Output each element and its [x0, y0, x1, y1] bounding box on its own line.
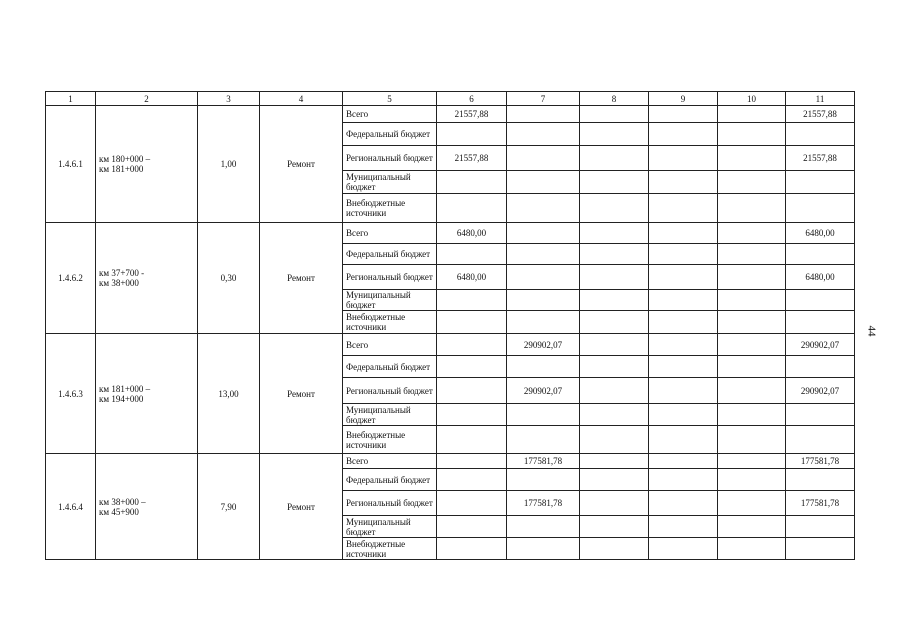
amount-cell: [580, 491, 649, 516]
amount-cell: [786, 469, 855, 491]
amount-cell: [507, 106, 580, 123]
amount-cell: [507, 426, 580, 454]
amount-cell: [718, 334, 786, 356]
amount-cell: [580, 146, 649, 171]
amount-cell: [786, 356, 855, 378]
amount-cell: [718, 171, 786, 194]
amount-cell: [437, 404, 507, 426]
amount-cell: [649, 356, 718, 378]
amount-cell: [786, 426, 855, 454]
funding-source: Федеральный бюджет: [343, 123, 437, 146]
column-header: 1: [46, 92, 96, 106]
road-section: км 180+000 – км 181+000: [96, 106, 198, 223]
item-number: 1.4.6.2: [46, 223, 96, 334]
amount-cell: [507, 311, 580, 334]
column-header: 6: [437, 92, 507, 106]
amount-cell: [580, 404, 649, 426]
page-number: 44: [865, 325, 878, 337]
amount-cell: [718, 194, 786, 223]
funding-source: Федеральный бюджет: [343, 244, 437, 265]
amount-cell: [718, 311, 786, 334]
column-header: 8: [580, 92, 649, 106]
amount-cell: [580, 265, 649, 290]
column-header: 2: [96, 92, 198, 106]
amount-cell: [649, 334, 718, 356]
funding-source: Муниципальный бюджет: [343, 171, 437, 194]
amount-cell: 21557,88: [786, 146, 855, 171]
amount-cell: [786, 311, 855, 334]
amount-cell: 290902,07: [786, 378, 855, 404]
amount-cell: [507, 146, 580, 171]
amount-cell: 21557,88: [786, 106, 855, 123]
item-number: 1.4.6.4: [46, 454, 96, 560]
amount-cell: [507, 516, 580, 538]
amount-cell: [649, 404, 718, 426]
funding-source: Всего: [343, 106, 437, 123]
section-length: 1,00: [198, 106, 260, 223]
amount-cell: [649, 378, 718, 404]
amount-cell: [786, 404, 855, 426]
funding-source: Региональный бюджет: [343, 491, 437, 516]
amount-cell: [437, 426, 507, 454]
column-header: 11: [786, 92, 855, 106]
funding-source: Муниципальный бюджет: [343, 516, 437, 538]
amount-cell: 21557,88: [437, 146, 507, 171]
work-type: Ремонт: [260, 334, 343, 454]
amount-cell: [437, 123, 507, 146]
amount-cell: 290902,07: [507, 378, 580, 404]
amount-cell: [437, 469, 507, 491]
amount-cell: 177581,78: [507, 454, 580, 469]
amount-cell: [718, 244, 786, 265]
amount-cell: [649, 516, 718, 538]
work-type: Ремонт: [260, 454, 343, 560]
amount-cell: [437, 290, 507, 311]
amount-cell: [649, 194, 718, 223]
funding-source: Всего: [343, 223, 437, 244]
amount-cell: [649, 538, 718, 560]
amount-cell: [718, 290, 786, 311]
work-type: Ремонт: [260, 106, 343, 223]
funding-source: Муниципальный бюджет: [343, 290, 437, 311]
amount-cell: [718, 146, 786, 171]
column-header: 5: [343, 92, 437, 106]
amount-cell: [580, 334, 649, 356]
amount-cell: [718, 356, 786, 378]
amount-cell: [580, 516, 649, 538]
amount-cell: [580, 290, 649, 311]
column-header: 10: [718, 92, 786, 106]
amount-cell: [718, 454, 786, 469]
amount-cell: [649, 265, 718, 290]
section-length: 7,90: [198, 454, 260, 560]
amount-cell: [507, 244, 580, 265]
amount-cell: [507, 469, 580, 491]
amount-cell: [786, 538, 855, 560]
amount-cell: 290902,07: [507, 334, 580, 356]
amount-cell: [649, 491, 718, 516]
table-row: [46, 106, 855, 123]
amount-cell: [507, 356, 580, 378]
amount-cell: [649, 454, 718, 469]
amount-cell: [649, 469, 718, 491]
funding-source: Региональный бюджет: [343, 265, 437, 290]
amount-cell: 177581,78: [507, 491, 580, 516]
amount-cell: 6480,00: [437, 265, 507, 290]
amount-cell: [580, 469, 649, 491]
amount-cell: [580, 123, 649, 146]
column-header: 7: [507, 92, 580, 106]
funding-source: Региональный бюджет: [343, 146, 437, 171]
amount-cell: [649, 311, 718, 334]
funding-source: Внебюджетные источники: [343, 194, 437, 223]
amount-cell: [437, 454, 507, 469]
amount-cell: [507, 538, 580, 560]
amount-cell: [718, 516, 786, 538]
amount-cell: [649, 106, 718, 123]
funding-source: Всего: [343, 454, 437, 469]
amount-cell: [580, 106, 649, 123]
table-row: [46, 334, 855, 356]
item-number: 1.4.6.1: [46, 106, 96, 223]
funding-source: Федеральный бюджет: [343, 469, 437, 491]
amount-cell: [580, 454, 649, 469]
amount-cell: [580, 171, 649, 194]
amount-cell: [437, 311, 507, 334]
amount-cell: 6480,00: [437, 223, 507, 244]
amount-cell: [437, 356, 507, 378]
amount-cell: [437, 244, 507, 265]
amount-cell: 177581,78: [786, 491, 855, 516]
funding-source: Всего: [343, 334, 437, 356]
funding-source: Региональный бюджет: [343, 378, 437, 404]
amount-cell: [718, 123, 786, 146]
column-number-row: [46, 92, 855, 106]
amount-cell: [786, 194, 855, 223]
amount-cell: [580, 356, 649, 378]
funding-source: Федеральный бюджет: [343, 356, 437, 378]
column-header: 3: [198, 92, 260, 106]
amount-cell: 6480,00: [786, 265, 855, 290]
amount-cell: [507, 404, 580, 426]
amount-cell: [786, 244, 855, 265]
funding-source: Внебюджетные источники: [343, 538, 437, 560]
amount-cell: [718, 265, 786, 290]
amount-cell: [437, 171, 507, 194]
amount-cell: [437, 538, 507, 560]
work-type: Ремонт: [260, 223, 343, 334]
amount-cell: [437, 194, 507, 223]
amount-cell: [580, 538, 649, 560]
road-section: км 37+700 - км 38+000: [96, 223, 198, 334]
amount-cell: [437, 378, 507, 404]
amount-cell: [649, 123, 718, 146]
amount-cell: 290902,07: [786, 334, 855, 356]
funding-source: Муниципальный бюджет: [343, 404, 437, 426]
amount-cell: [437, 334, 507, 356]
funding-source: Внебюджетные источники: [343, 426, 437, 454]
amount-cell: 21557,88: [437, 106, 507, 123]
funding-source: Внебюджетные источники: [343, 311, 437, 334]
road-section: км 181+000 – км 194+000: [96, 334, 198, 454]
budget-table: [45, 91, 855, 560]
amount-cell: [718, 378, 786, 404]
column-header: 4: [260, 92, 343, 106]
amount-cell: [507, 123, 580, 146]
amount-cell: [507, 290, 580, 311]
amount-cell: [718, 404, 786, 426]
column-header: 9: [649, 92, 718, 106]
road-section: км 38+000 – км 45+900: [96, 454, 198, 560]
amount-cell: [786, 123, 855, 146]
amount-cell: [580, 426, 649, 454]
amount-cell: [580, 311, 649, 334]
amount-cell: [649, 426, 718, 454]
amount-cell: [718, 106, 786, 123]
amount-cell: [786, 171, 855, 194]
amount-cell: [649, 171, 718, 194]
amount-cell: [649, 290, 718, 311]
amount-cell: [580, 223, 649, 244]
amount-cell: [649, 146, 718, 171]
amount-cell: [437, 491, 507, 516]
amount-cell: [649, 244, 718, 265]
item-number: 1.4.6.3: [46, 334, 96, 454]
amount-cell: [507, 171, 580, 194]
table-row: [46, 454, 855, 469]
amount-cell: [649, 223, 718, 244]
amount-cell: 6480,00: [786, 223, 855, 244]
amount-cell: [718, 426, 786, 454]
amount-cell: [580, 194, 649, 223]
amount-cell: [437, 516, 507, 538]
amount-cell: [718, 538, 786, 560]
amount-cell: [718, 469, 786, 491]
amount-cell: [786, 290, 855, 311]
amount-cell: [507, 223, 580, 244]
amount-cell: [786, 516, 855, 538]
amount-cell: [580, 244, 649, 265]
amount-cell: [718, 223, 786, 244]
section-length: 0,30: [198, 223, 260, 334]
amount-cell: [507, 265, 580, 290]
amount-cell: [718, 491, 786, 516]
amount-cell: 177581,78: [786, 454, 855, 469]
amount-cell: [507, 194, 580, 223]
amount-cell: [580, 378, 649, 404]
section-length: 13,00: [198, 334, 260, 454]
table-body: [46, 106, 855, 560]
table-row: [46, 223, 855, 244]
